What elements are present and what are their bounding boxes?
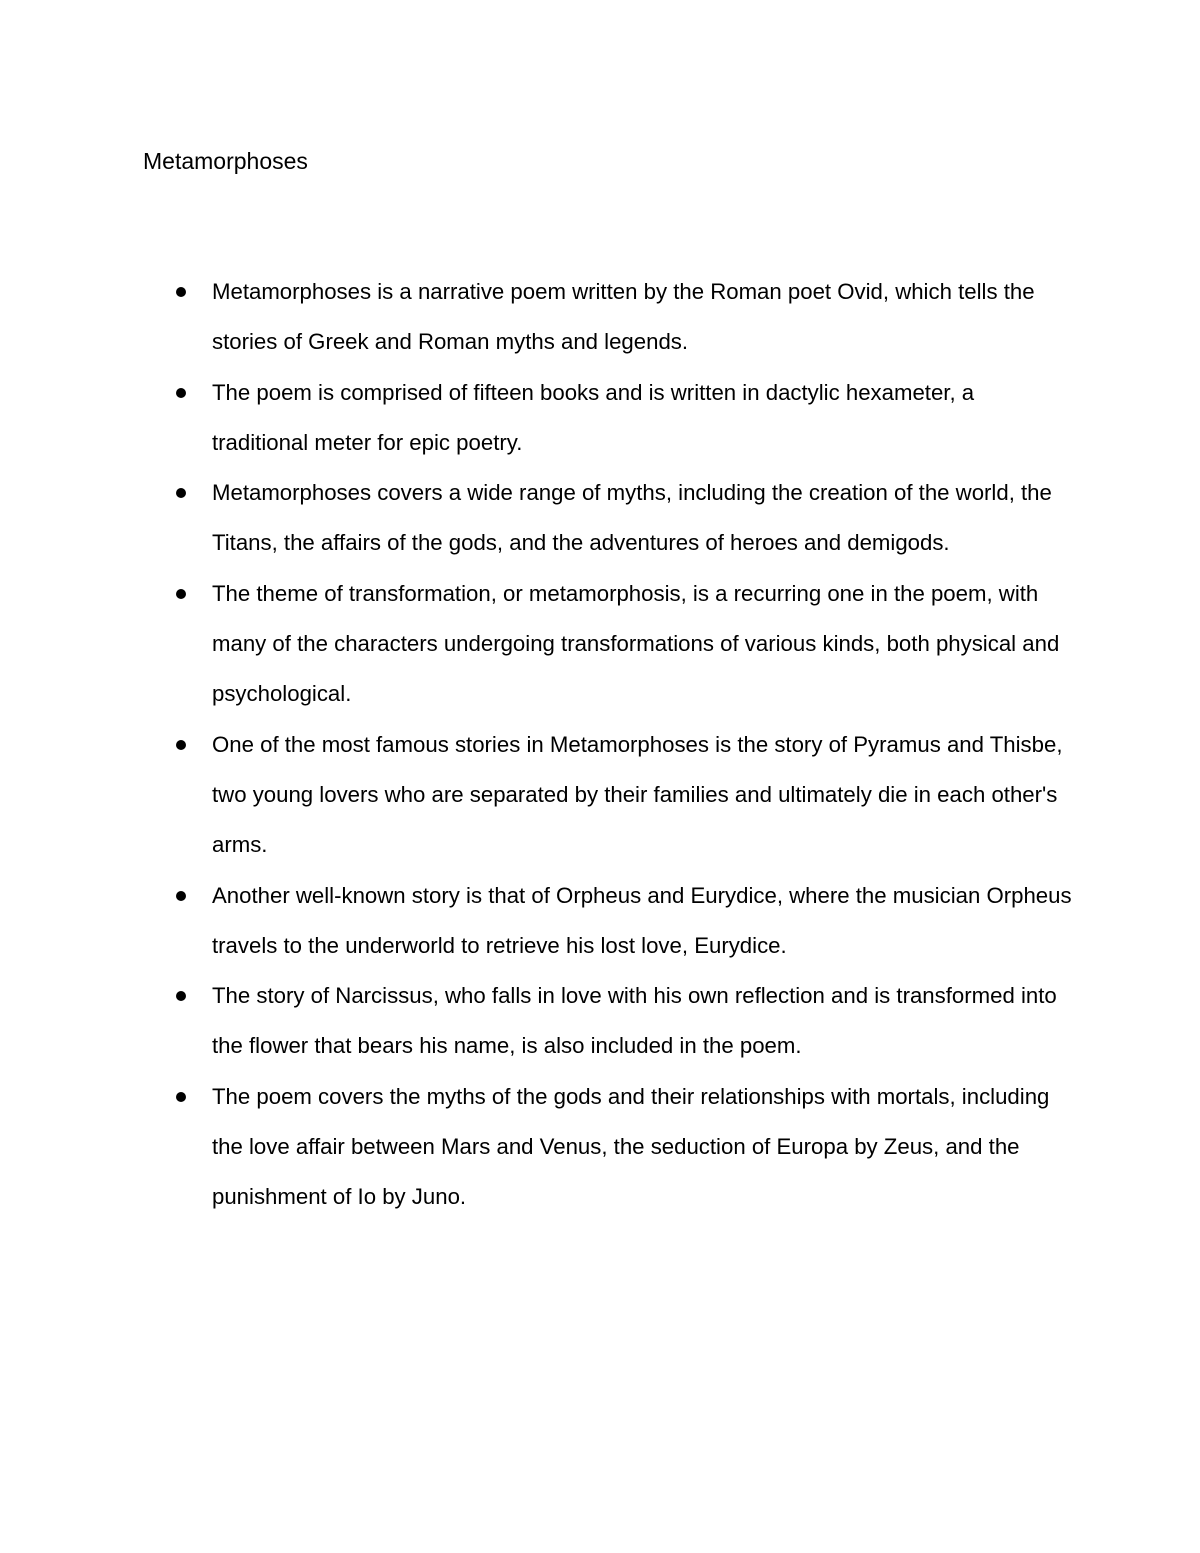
list-item: [0, 871, 1072, 972]
bullet-icon: [176, 891, 186, 901]
bullet-icon: [176, 589, 186, 599]
list-item: [0, 720, 1072, 871]
list-item: [0, 569, 1072, 720]
list-item-text: The story of Narcissus, who falls in love with his own reflection and is transformed into the flower that bears his name, is also included in the poem.: [212, 983, 1057, 1059]
document-title: Metamorphoses: [143, 148, 308, 174]
list-item: [0, 368, 1072, 469]
list-item-text: The theme of transformation, or metamorphosis, is a recurring one in the poem, with many of the characters undergoing transformations of various kinds, both physical and psychological.: [212, 580, 1060, 707]
list-item-text: The poem covers the myths of the gods and their relationships with mortals, including the love affair between Mars and Venus, the seduction of Europa by Zeus, and the punishment of Io by Juno.: [212, 1083, 1050, 1210]
list-item-text: Metamorphoses is a narrative poem written by the Roman poet Ovid, which tells the stories of Greek and Roman myths and legends.: [212, 279, 1035, 355]
list-item-text: Metamorphoses covers a wide range of myths, including the creation of the world, the Titans, the affairs of the gods, and the adventures of heroes and demigods.: [212, 480, 1052, 556]
bullet-icon: [176, 740, 186, 750]
bullet-icon: [176, 388, 186, 398]
bullet-icon: [176, 488, 186, 498]
list-item: [0, 468, 1072, 569]
bullet-icon: [176, 1092, 186, 1102]
list-item: [0, 1072, 1072, 1223]
bullet-list: [0, 267, 1200, 1223]
list-item: [0, 971, 1072, 1072]
list-item: [0, 267, 1072, 368]
list-item-text: Another well-known story is that of Orpheus and Eurydice, where the musician Orpheus travels to the underworld to retrieve his lost love, Eurydice.: [212, 882, 1072, 958]
list-item-text: One of the most famous stories in Metamorphoses is the story of Pyramus and Thisbe, two young lovers who are separated by their families and ultimately die in each other's arms.: [212, 731, 1063, 858]
bullet-icon: [176, 287, 186, 297]
list-item-text: The poem is comprised of fifteen books and is written in dactylic hexameter, a traditional meter for epic poetry.: [212, 379, 975, 455]
bullet-icon: [176, 991, 186, 1001]
